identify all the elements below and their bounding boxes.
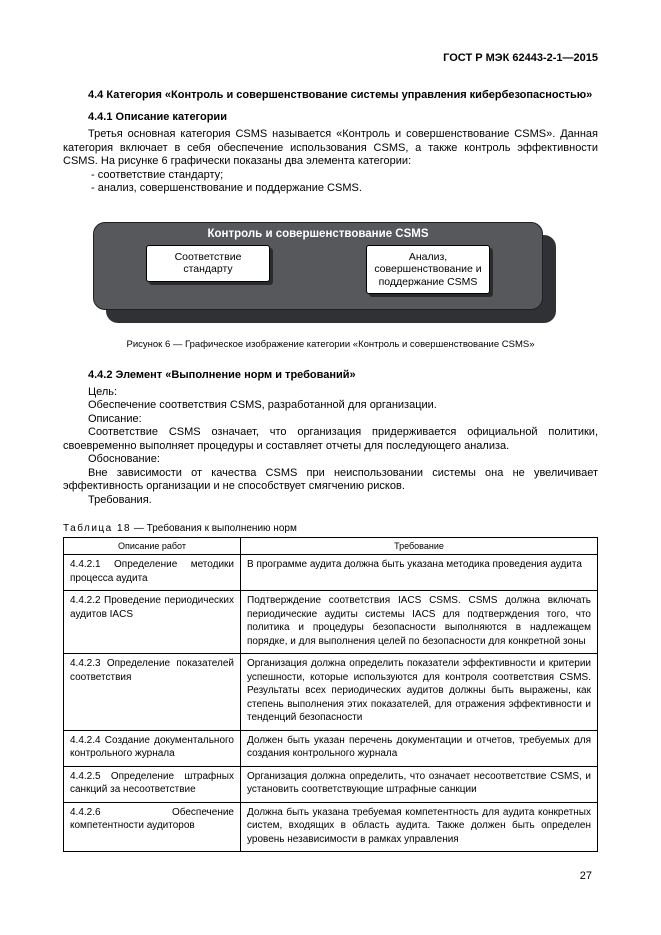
requirement-cell: Организация должна определить показатели эффективности и критерии успешности, которые используются для контроля соответствия CSMS. Результаты всех периодических аудитов должны быть выражены, как степень выполнения этих показателей, для отражения эффективности и тенденций безопасности bbox=[241, 654, 598, 731]
diagram-title: Контроль и совершенствование CSMS bbox=[207, 227, 429, 240]
requirement-cell: Подтверждение соответствия IACS CSMS. CSMS должна включать периодические аудиты системы IACS для подтверждения того, что политика и процедуры безопасности выполняются в надлежащем порядке, и для выполнения целей по безопасности для конкретной зоны bbox=[241, 591, 598, 654]
work-cell: 4.4.2.6 Обеспечение компетентности аудиторов bbox=[64, 802, 241, 852]
figure-6-caption: Рисунок 6 — Графическое изображение категории «Контроль и совершенствование CSMS» bbox=[126, 338, 535, 350]
table-row bbox=[64, 730, 598, 766]
requirement-cell: Должен быть указан перечень документации и отчетов, требуемых для создания контрольного журнала bbox=[241, 730, 598, 766]
requirement-cell: Организация должна определить, что означает несоответствие CSMS, и установить соответствующие штрафные санкции bbox=[241, 766, 598, 802]
table-header-row bbox=[64, 538, 598, 555]
work-cell: 4.4.2.3 Определение показателей соответствия bbox=[64, 654, 241, 731]
requirements-table bbox=[63, 537, 598, 852]
table-row bbox=[64, 802, 598, 852]
column-header-work: Описание работ bbox=[64, 538, 241, 555]
section-4-4-heading: 4.4 Категория «Контроль и совершенствование системы управления кибербезопасностью» bbox=[88, 89, 593, 101]
goal-label: Цель: bbox=[88, 385, 118, 398]
table-row bbox=[64, 654, 598, 731]
goal-text: Обеспечение соответствия CSMS, разработанной для организации. bbox=[88, 399, 437, 411]
figure-6-diagram bbox=[93, 222, 558, 323]
section-4-4-2-heading: 4.4.2 Элемент «Выполнение норм и требований» bbox=[88, 368, 356, 381]
bullet-analysis: - анализ, совершенствование и поддержание CSMS. bbox=[91, 182, 362, 194]
work-cell: 4.4.2.1 Определение методики процесса аудита bbox=[64, 555, 241, 591]
table-caption-label: Таблица 18 bbox=[63, 523, 132, 534]
table-caption-text: — Требования к выполнению норм bbox=[131, 523, 297, 534]
table-caption bbox=[63, 523, 598, 534]
section-4-4-1-heading: 4.4.1 Описание категории bbox=[88, 111, 227, 123]
page-number: 27 bbox=[579, 870, 592, 882]
description-label: Описание: bbox=[88, 412, 142, 425]
work-cell: 4.4.2.2 Проведение периодических аудитов IACS bbox=[64, 591, 241, 654]
bullet-compliance: - соответствие стандарту; bbox=[91, 168, 224, 181]
table-row bbox=[64, 555, 598, 591]
column-header-requirement: Требование bbox=[241, 538, 598, 555]
diagram-box-compliance: Соответствие стандарту bbox=[146, 245, 270, 282]
diagram-container bbox=[93, 222, 543, 310]
diagram-boxes bbox=[94, 240, 542, 295]
work-cell: 4.4.2.4 Создание документального контрольного журнала bbox=[64, 730, 241, 766]
description-text: Соответствие CSMS означает, что организация придерживается официальной политики, своевременно выполняет процедуры и составляет отчеты для последующего анализа. bbox=[63, 426, 598, 452]
rationale-text: Вне зависимости от качества CSMS при неиспользовании системы она не увеличивает эффективность организации и не способствует смягчению рисков. bbox=[63, 466, 598, 492]
work-cell: 4.4.2.5 Определение штрафных санкций за несоответствие bbox=[64, 766, 241, 802]
requirements-label: Требования. bbox=[88, 493, 152, 506]
requirement-cell: Должна быть указана требуемая компетентность для аудита конкретных систем, входящих в область аудита. Также должен быть определен уровень независимости в рамках управления bbox=[241, 802, 598, 852]
table-row bbox=[64, 766, 598, 802]
document-number: ГОСТ Р МЭК 62443-2-1—2015 bbox=[443, 52, 598, 64]
diagram-box-analysis: Анализ, совершенствование и поддержание CSMS bbox=[366, 245, 490, 295]
rationale-label: Обоснование: bbox=[88, 453, 160, 465]
table-row bbox=[64, 591, 598, 654]
requirement-cell: В программе аудита должна быть указана методика проведения аудита bbox=[241, 555, 598, 591]
section-4-4-1-paragraph: Третья основная категория CSMS называется «Контроль и совершенствование CSMS». Данная категория включает в себя обеспечение использования CSMS, а также контроль эффективности CSMS. На рисунке 6 графически показаны два элемента категории: bbox=[63, 128, 598, 167]
